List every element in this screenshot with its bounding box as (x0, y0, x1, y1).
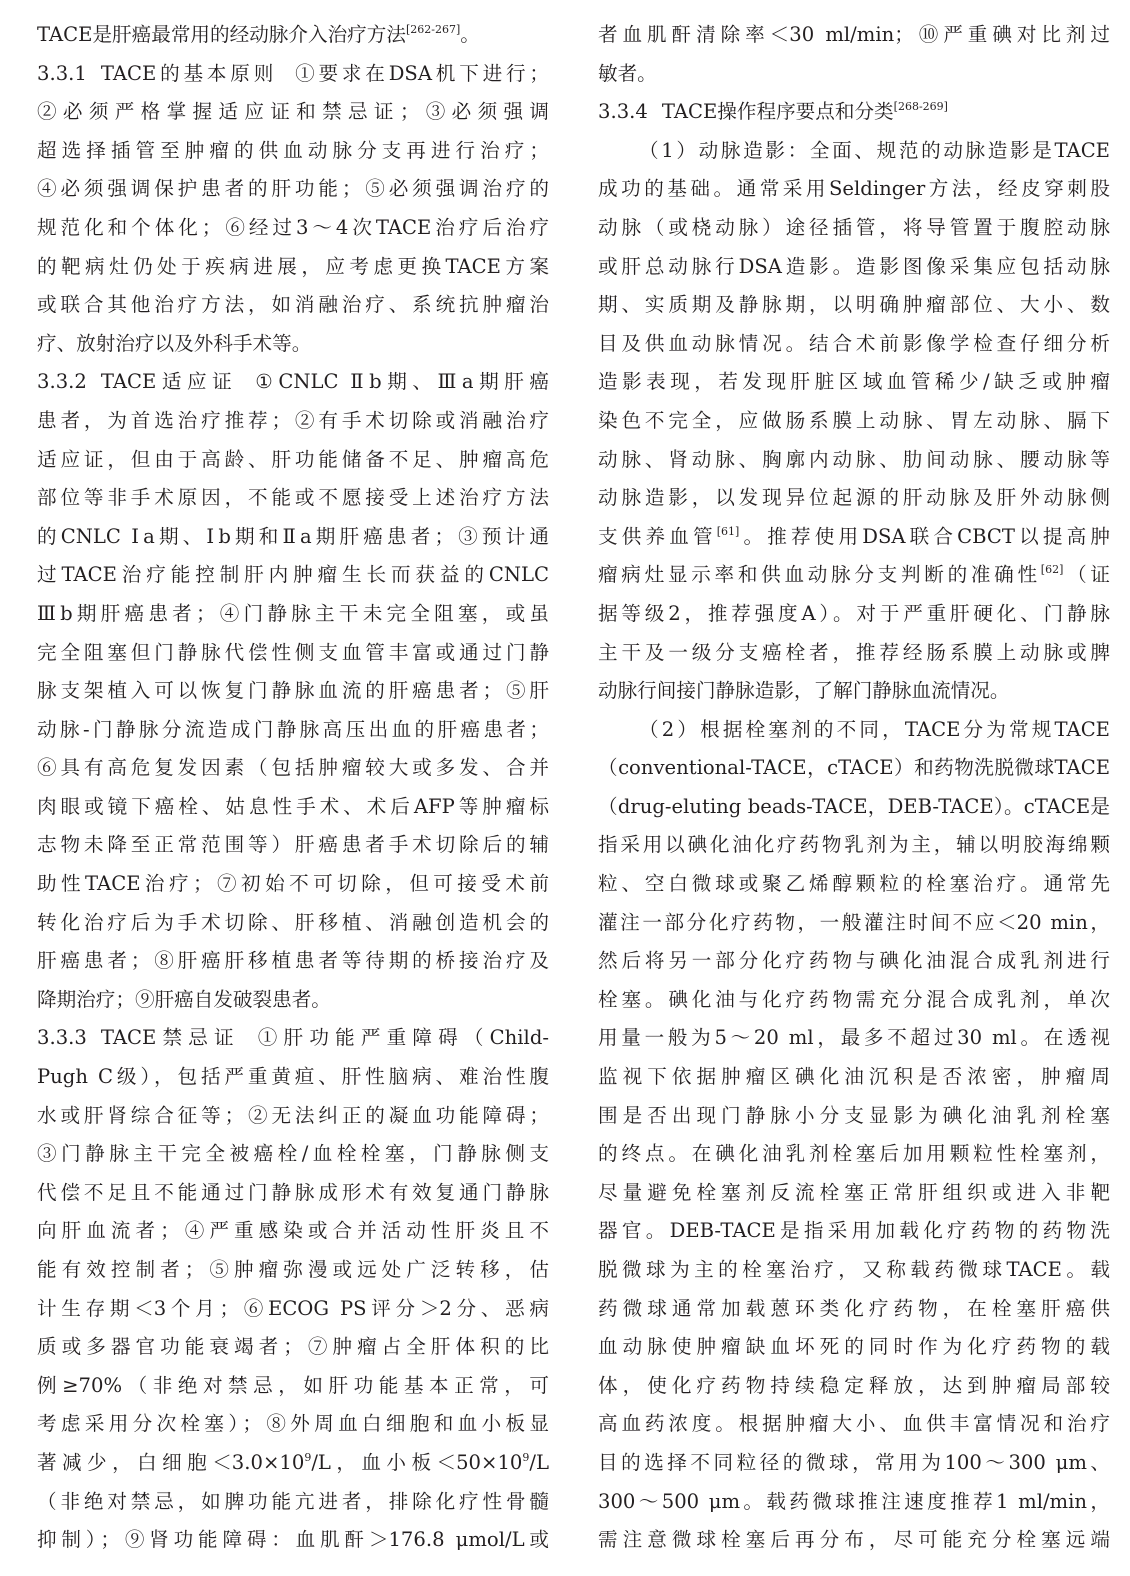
section-heading-line (37, 1019, 549, 1058)
text-line (37, 788, 549, 827)
text-line (37, 634, 549, 673)
line-text: 需注意微球栓塞后再分布，尽可能充分栓塞远端 (598, 1528, 1110, 1552)
line-text: 目的选择不同粒径的微球，常用为100～300 μm、 (598, 1450, 1110, 1474)
line-text: 300～500 μm。载药微球推注速度推荐1 ml/min， (598, 1489, 1110, 1513)
line-text: Ⅲb期肝癌患者；④门静脉主干未完全阻塞，或虽 (37, 601, 549, 625)
line-text: 的CNLC Ⅰa期、Ⅰb期和Ⅱa期肝癌患者；③预计通 (37, 524, 549, 548)
text-line (598, 1328, 1110, 1367)
line-text: 考虑采用分次栓塞）；⑧外周血白细胞和血小板显 (37, 1412, 549, 1436)
text-line (598, 1251, 1110, 1290)
line-text: 抑制）；⑨肾功能障碍：血肌酐＞176.8 μmol/L或 (37, 1528, 549, 1552)
text-line (37, 1405, 549, 1444)
section-number: 3.3.2 (37, 370, 87, 394)
line-text: （证 (1063, 563, 1110, 587)
text-line (598, 1058, 1110, 1097)
line-text: （2）根据栓塞剂的不同，TACE分为常规TACE (639, 717, 1110, 741)
text-line (37, 749, 549, 788)
line-text: 部位等非手术原因，不能或不愿接受上述治疗方法 (37, 486, 549, 510)
superscript: [62] (1040, 563, 1064, 577)
line-text: 脱微球为主的栓塞治疗，又称载药微球TACE。载 (598, 1258, 1110, 1281)
text-line (37, 132, 549, 171)
text-line (598, 1212, 1110, 1251)
text-line (37, 1097, 549, 1136)
line-text: ⑥具有高危复发因素（包括肿瘤较大或多发、合并 (37, 756, 549, 780)
text-line (37, 1367, 549, 1406)
text-line (598, 904, 1110, 943)
text-line (598, 1174, 1110, 1213)
text-line (598, 170, 1110, 209)
line-text: 瘤病灶显示率和供血动脉分支判断的准确性 (598, 563, 1041, 587)
line-text: 动脉-门静脉分流造成门静脉高压出血的肝癌患者； (37, 717, 549, 741)
text-line (598, 248, 1110, 287)
text-line (598, 1135, 1110, 1174)
line-text: 或肝总动脉行DSA造影。造影图像采集应包括动脉 (598, 254, 1110, 278)
line-text: 动脉行间接门静脉造影，了解门静脉血流情况。 (598, 679, 1010, 703)
line-text: 患者，为首选治疗推荐；②有手术切除或消融治疗 (37, 408, 549, 432)
line-text: 。推荐使用DSA联合CBCT以提高肿 (739, 524, 1110, 548)
line-text: 适应证，但由于高龄、肝功能储备不足、肿瘤高危 (37, 447, 549, 471)
text-line (598, 1019, 1110, 1058)
line-text: 脉支架植入可以恢复门静脉血流的肝癌患者；⑤肝 (37, 679, 549, 703)
text-line (37, 556, 549, 595)
text-line (598, 749, 1110, 788)
line-text: 尽量避免栓塞剂反流栓塞正常肝组织或进入非靶 (598, 1180, 1110, 1204)
text-line (598, 556, 1110, 595)
text-line (598, 402, 1110, 441)
right-column (598, 16, 1110, 1560)
line-text: 质或多器官功能衰竭者；⑦肿瘤占全肝体积的比 (37, 1335, 549, 1359)
line-text: 肉眼或镜下癌栓、姑息性手术、术后AFP等肿瘤标 (37, 794, 549, 818)
line-text: 体，使化疗药物持续稳定释放，达到肿瘤局部较 (598, 1373, 1110, 1397)
section-title: TACE禁忌证 (100, 1026, 240, 1050)
line-text: 据等级2，推荐强度A）。对于严重肝硬化、门静脉 (598, 601, 1110, 625)
line-text: ③门静脉主干完全被癌栓/血栓栓塞，门静脉侧支 (37, 1142, 549, 1166)
text-line (37, 16, 549, 55)
text-line (598, 1367, 1110, 1406)
line-text: 动脉造影，以发现异位起源的肝动脉及肝外动脉侧 (598, 486, 1110, 510)
line-text: 例≥70%（非绝对禁忌，如肝功能基本正常，可 (37, 1373, 549, 1397)
text-line (598, 55, 1110, 94)
text-line (598, 1444, 1110, 1483)
text-line (37, 93, 549, 132)
line-text: 灌注一部分化疗药物，一般灌注时间不应＜20 min， (598, 910, 1110, 934)
text-line (37, 1328, 549, 1367)
line-text: 规范化和个体化；⑥经过3～4次TACE治疗后治疗 (37, 215, 549, 239)
line-text: 转化治疗后为手术切除、肝移植、消融创造机会的 (37, 910, 549, 934)
line-text: ①要求在DSA机下进行； (295, 61, 549, 85)
text-line (37, 441, 549, 480)
text-line (598, 634, 1110, 673)
text-line (598, 325, 1110, 364)
line-text: （非绝对禁忌，如脾功能亢进者，排除化疗性骨髓 (37, 1489, 549, 1513)
line-text: TACE是肝癌最常用的经动脉介入治疗方法 (37, 23, 406, 46)
line-text: 监视下依据肿瘤区碘化油沉积是否浓密，肿瘤周 (598, 1065, 1110, 1089)
superscript: 9 (522, 1450, 530, 1464)
text-line (598, 595, 1110, 634)
line-text: 敏者。 (598, 61, 657, 85)
text-line (37, 826, 549, 865)
superscript: 9 (304, 1450, 312, 1464)
text-line (37, 1251, 549, 1290)
text-line (598, 16, 1110, 55)
section-number: 3.3.1 (37, 61, 87, 85)
text-line (598, 865, 1110, 904)
line-text: 代偿不足且不能通过门静脉成形术有效复通门静脉 (37, 1180, 549, 1204)
line-text: 著减少，白细胞＜3.0×10 (37, 1450, 305, 1474)
line-text: 动脉、肾动脉、胸廓内动脉、肋间动脉、腰动脉等 (598, 447, 1110, 471)
text-line (598, 1521, 1110, 1560)
section-heading-line (37, 55, 549, 94)
line-text: 器官。DEB-TACE是指采用加载化疗药物的药物洗 (598, 1219, 1110, 1243)
line-text: 药微球通常加载蒽环类化疗药物，在栓塞肝癌供 (598, 1296, 1110, 1320)
line-text: 期、实质期及静脉期，以明确肿瘤部位、大小、数 (598, 293, 1110, 317)
section-number: 3.3.3 (37, 1026, 87, 1050)
text-line (37, 286, 549, 325)
text-line (598, 942, 1110, 981)
text-line (598, 672, 1110, 711)
line-text: 或联合其他治疗方法，如消融治疗、系统抗肿瘤治 (37, 293, 549, 317)
text-line (37, 1444, 549, 1483)
section-heading-line (37, 363, 549, 402)
line-text: 目及供血动脉情况。结合术前影像学检查仔细分析 (598, 331, 1110, 355)
line-text: （drug-eluting beads-TACE，DEB-TACE）。cTACE是 (598, 794, 1110, 818)
line-text: 超选择插管至肿瘤的供血动脉分支再进行治疗； (37, 138, 549, 162)
line-text: 水或肝肾综合征等；②无法纠正的凝血功能障碍； (37, 1103, 549, 1127)
line-text: 主干及一级分支癌栓者，推荐经肠系膜上动脉或脾 (598, 640, 1110, 664)
line-text: （conventional-TACE，cTACE）和药物洗脱微球TACE (598, 756, 1110, 780)
text-line (37, 209, 549, 248)
text-line (598, 826, 1110, 865)
text-line (598, 1097, 1110, 1136)
line-text: 粒、空白微球或聚乙烯醇颗粒的栓塞治疗。通常先 (598, 872, 1110, 896)
section-title: TACE的基本原则 (100, 61, 278, 85)
line-text: 支供养血管 (598, 524, 717, 548)
text-line (598, 209, 1110, 248)
line-text: 然后将另一部分化疗药物与碘化油混合成乳剂进行 (598, 949, 1110, 973)
line-text: 完全阻塞但门静脉代偿性侧支血管丰富或通过门静 (37, 640, 549, 664)
text-line (598, 518, 1110, 557)
text-line (37, 711, 549, 750)
left-column (37, 16, 549, 1560)
text-line (598, 441, 1110, 480)
text-line (598, 363, 1110, 402)
line-text: 过TACE治疗能控制肝内肿瘤生长而获益的CNLC (37, 563, 549, 587)
line-text: 者血肌酐清除率＜30 ml/min；⑩严重碘对比剂过 (598, 23, 1110, 46)
text-line (37, 1058, 549, 1097)
text-line (598, 788, 1110, 827)
line-text: 指采用以碘化油化疗药物乳剂为主，辅以明胶海绵颗 (598, 833, 1110, 857)
line-text: Pugh C级），包括严重黄疸、肝性脑病、难治性腹 (37, 1065, 549, 1089)
line-text: TACE操作程序要点和分类 (661, 100, 894, 124)
line-text: 用量一般为5～20 ml，最多不超过30 ml。在透视 (598, 1026, 1110, 1050)
text-line (37, 595, 549, 634)
text-line (37, 1212, 549, 1251)
text-line (598, 1290, 1110, 1329)
text-line (598, 1405, 1110, 1444)
line-text: 造影表现，若发现肝脏区域血管稀少/缺乏或肿瘤 (598, 370, 1110, 394)
text-line (598, 479, 1110, 518)
superscript: [262-267] (405, 23, 461, 36)
text-line (598, 286, 1110, 325)
text-line (37, 865, 549, 904)
line-text: 计生存期＜3个月；⑥ECOG PS评分＞2分、恶病 (37, 1296, 549, 1320)
text-line (37, 518, 549, 557)
text-line (37, 1483, 549, 1522)
text-line (37, 904, 549, 943)
text-line (37, 248, 549, 287)
text-line (37, 170, 549, 209)
text-line (37, 1135, 549, 1174)
text-line (37, 325, 549, 364)
text-line (598, 1483, 1110, 1522)
text-line (37, 981, 549, 1020)
line-text: 助性TACE治疗；⑦初始不可切除，但可接受术前 (37, 872, 549, 896)
line-text: 向肝血流者；④严重感染或合并活动性肝炎且不 (37, 1219, 549, 1243)
line-text: ①肝功能严重障碍（Child- (257, 1026, 549, 1050)
line-text: /L，血小板＜50×10 (311, 1450, 523, 1474)
line-text: ①CNLC Ⅱb期、Ⅲa期肝癌 (255, 370, 549, 394)
text-line (37, 1174, 549, 1213)
section-heading-line (598, 93, 1110, 132)
line-text: 血动脉使肿瘤缺血坏死的同时作为化疗药物的载 (598, 1335, 1110, 1359)
line-text: 动脉（或桡动脉）途径插管，将导管置于腹腔动脉 (598, 215, 1110, 239)
line-text: /L (529, 1450, 549, 1474)
text-line (598, 711, 1110, 750)
superscript: [61] (716, 524, 740, 538)
line-text: 的终点。在碘化油乳剂栓塞后加用颗粒性栓塞剂， (598, 1142, 1110, 1166)
text-line (37, 1290, 549, 1329)
line-text: ④必须强调保护患者的肝功能；⑤必须强调治疗的 (37, 177, 549, 201)
line-text: 高血药浓度。根据肿瘤大小、血供丰富情况和治疗 (598, 1412, 1110, 1436)
line-text: 染色不完全，应做肠系膜上动脉、胃左动脉、膈下 (598, 408, 1110, 432)
text-line (37, 942, 549, 981)
line-text: 。 (460, 23, 480, 46)
text-line (598, 981, 1110, 1020)
line-text: 疗、放射治疗以及外科手术等。 (37, 331, 312, 355)
line-text: ②必须严格掌握适应证和禁忌证；③必须强调 (37, 100, 549, 124)
line-text: 成功的基础。通常采用Seldinger方法，经皮穿刺股 (598, 177, 1110, 201)
section-number: 3.3.4 (598, 100, 648, 124)
line-text: （1）动脉造影：全面、规范的动脉造影是TACE (639, 138, 1110, 162)
text-line (598, 132, 1110, 171)
text-line (37, 1521, 549, 1560)
superscript: [268-269] (893, 100, 948, 114)
line-text: 能有效控制者；⑤肿瘤弥漫或远处广泛转移，估 (37, 1258, 549, 1281)
text-line (37, 479, 549, 518)
line-text: 志物未降至正常范围等）肝癌患者手术切除后的辅 (37, 833, 549, 857)
text-line (37, 402, 549, 441)
line-text: 围是否出现门静脉小分支显影为碘化油乳剂栓塞 (598, 1103, 1110, 1127)
line-text: 栓塞。碘化油与化疗药物需充分混合成乳剂，单次 (598, 987, 1110, 1011)
line-text: 降期治疗；⑨肝癌自发破裂患者。 (37, 987, 331, 1011)
line-text: 肝癌患者；⑧肝癌肝移植患者等待期的桥接治疗及 (37, 949, 549, 973)
line-text: 的靶病灶仍处于疾病进展，应考虑更换TACE方案 (37, 254, 549, 278)
section-title: TACE适应证 (100, 370, 238, 394)
text-line (37, 672, 549, 711)
